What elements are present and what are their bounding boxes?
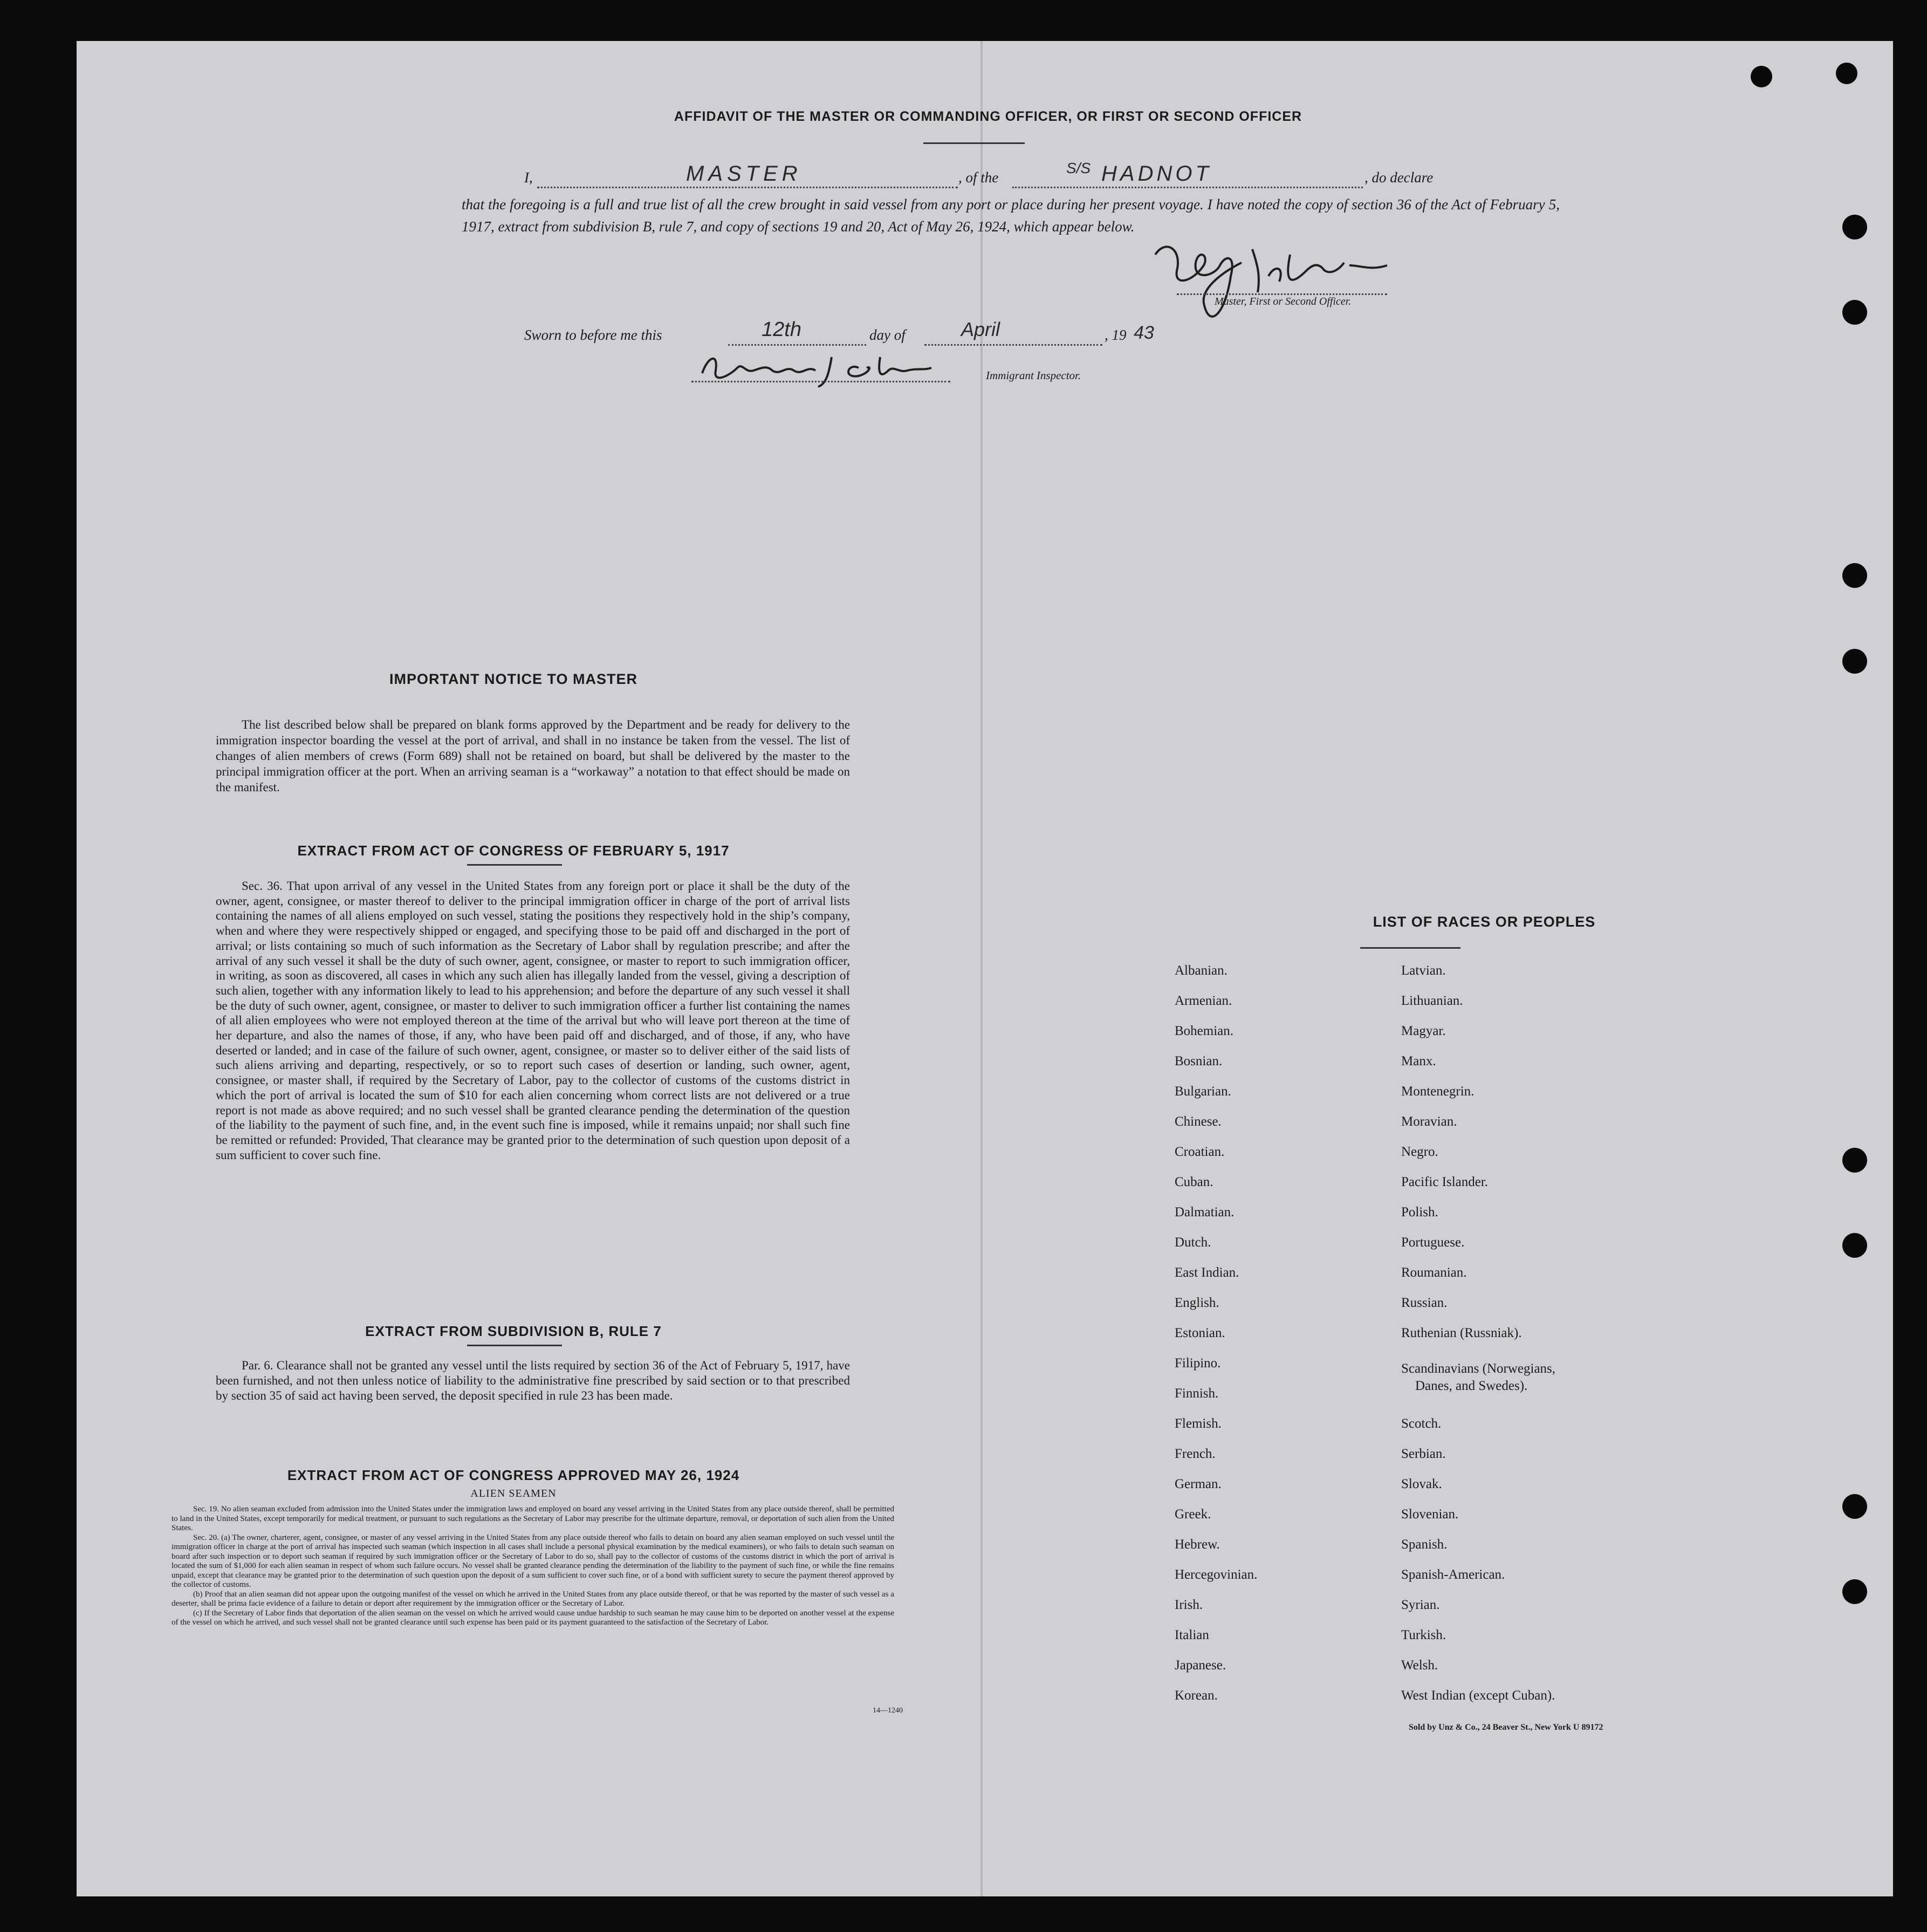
race-item: Magyar. [1401,1024,1446,1038]
race-item: Syrian. [1401,1598,1440,1612]
race-item: Spanish. [1401,1537,1448,1552]
race-item: Greek. [1175,1507,1211,1522]
sec-20b: (b) Proof that an alien seaman did not appear upon the outgoing manifest of the vessel on which he arrived in the United States from any place outside thereof, or that he was reported by the master of such vessel as a deserter, shall be prima facie evidence of a failure to detain or deport after requirement by the immigration officer or the Secretary of Labor. [172,1590,894,1608]
master-signature-line [1177,291,1387,295]
extract-1924-subtitle: ALIEN SEAMEN [470,1488,557,1499]
punch-hole [1842,300,1867,325]
race-item: French. [1175,1447,1216,1461]
race-item: Pacific Islander. [1401,1175,1489,1189]
race-item: Bosnian. [1175,1054,1223,1068]
race-item: Filipino. [1175,1356,1221,1371]
race-item: Turkish. [1401,1628,1446,1642]
race-item: Scotch. [1401,1416,1442,1431]
sworn-year: 43 [1134,323,1154,343]
extract-1917-title: EXTRACT FROM ACT OF CONGRESS OF FEBRUARY 5, 1917 [297,842,730,859]
race-item: Polish. [1401,1205,1438,1220]
inspector-signature-line [691,379,950,382]
race-item: Welsh. [1401,1658,1438,1673]
race-item: Flemish. [1175,1416,1222,1431]
race-item: Scandinavians (Norwegians, [1401,1361,1556,1376]
extract-rule7-body: Par. 6. Clearance shall not be granted any vessel until the lists required by section 36 of the Act of February 5, 1917, have been furnished, and not then unless notice of liability to the administrative fine prescribed by said section or to that prescribed by section 35 of said act having been served, the deposit specified in rule 23 has been made. [216,1359,850,1402]
inspector-signature [686,346,966,389]
races-underline [1360,947,1460,949]
race-item: Chinese. [1175,1114,1222,1129]
race-item: Cuban. [1175,1175,1213,1189]
form-page [77,41,1893,1896]
extract-1917-body: Sec. 36. That upon arrival of any vessel in the United States from any foreign port or place it shall be the duty of the owner, agent, consignee, or master thereof to deliver to the principal immigration officer in charge of the port of arrival lists containing the names of all aliens employed on such vessel, stating the positions they respectively hold in the ship’s company, when and where they were respectively shipped or engaged, and specifying those to be paid off and discharged in the port of arrival; or lists containing so much of such information as the Secretary of Labor shall by regulation prescribe; and after the arrival of any such vessel it shall be the duty of such owner, agent, consignee, or master to report to such immigration officer, in writing, as soon as discovered, all cases in which any such alien has illegally landed from the vessel, giving a description of such alien, together with any information likely to lead to his apprehension; and before the departure of any such vessel it shall be the duty of such owner, agent, consignee, or master to deliver to such immigration officer a further list containing the names of all alien employees who were not employed thereon at the time of the arrival but who will leave port thereon at the time of her departure, and also the names of those, if any, who have been paid off and discharged, and of those, if any, who have deserted or landed; and in case of the failure of such owner, agent, consignee, or master so to deliver either of the said lists of such aliens arriving and departing, respectively, or so to report such cases of desertion or landing, such owner, agent, consignee, or master shall, if required by the Secretary of Labor, pay to the collector of customs of the customs district in which the port of arrival is located the sum of $10 for each alien concerning whom correct lists are not delivered or a true report is not made as above required; and no such vessel shall be granted clearance pending the determination of the question of the liability to the payment of such fine, and, in the event such fine is imposed, while it remains unpaid; nor shall such fine be remitted or refunded: Provided, That clearance may be granted prior to the determination of such question upon deposit of a sum sufficient to cover such fine. [216,879,850,1162]
race-item: Slovak. [1401,1477,1442,1491]
race-item: Finnish. [1175,1386,1219,1401]
inspector-caption: Immigrant Inspector. [986,369,1081,382]
vessel-name: HADNOT [1101,162,1212,186]
race-item: Armenian. [1175,994,1232,1008]
extract-rule7-title: EXTRACT FROM SUBDIVISION B, RULE 7 [365,1323,662,1339]
race-item: Serbian. [1401,1447,1446,1461]
race-item: Negro. [1401,1145,1438,1159]
race-item: Manx. [1401,1054,1436,1068]
punch-hole [1842,215,1867,239]
punch-hole [1836,63,1857,84]
vessel-prefix: S/S [1066,160,1091,176]
form-number: 14—1240 [873,1707,903,1715]
title-underline [923,142,1025,144]
race-item: Danes, and Swedes). [1415,1379,1528,1393]
race-item: Roumanian. [1401,1265,1467,1280]
sec-20c: (c) If the Secretary of Labor finds that deportation of the alien seaman on the vessel on which he arrived would cause undue hardship to such seaman he may cause him to be deported on another vessel at the expense of the vessel on which he arrived, and such vessel shall not be granted clearance until such expense has been paid or its payment guaranteed to the satisfaction of the Secretary of Labor. [172,1608,894,1627]
of-the-label: , of the [958,169,999,186]
extract-1917-underline [467,864,562,866]
sworn-day: 12th [762,318,801,341]
punch-hole [1842,649,1867,674]
race-item: Ruthenian (Russniak). [1401,1326,1522,1340]
race-item: Italian [1175,1628,1209,1642]
punch-hole [1842,563,1867,588]
signature-caption: Master, First or Second Officer. [1215,296,1352,307]
race-item: Dutch. [1175,1235,1211,1250]
declarant-name: MASTER [686,162,802,186]
race-item: English. [1175,1296,1219,1310]
affidavit-title: AFFIDAVIT OF THE MASTER OR COMMANDING OFFICER, OR FIRST OR SECOND OFFICER [674,109,1302,124]
punch-hole [1842,1494,1867,1519]
notice-body: The list described below shall be prepared on blank forms approved by the Department and be ready for delivery to the immigration inspector boarding the vessel at the port of arrival, and shall in no instance be taken from the vessel. The list of changes of alien members of crews (Form 689) shall not be retained on board, but shall be delivered by the master to the principal immigration officer at the port. When an arriving seaman is a “workaway” a notation to that effect should be made on the manifest. [216,718,850,794]
race-item: Albanian. [1175,963,1227,978]
sec-19: Sec. 19. No alien seaman excluded from admission into the United States under the immigration laws and employed on board any vessel arriving in the United States from any place outside thereof, shall be permitted to land in the United States, except temporarily for medical treatment, or pursuant to such regulations as the Secretary of Labor may prescribe for the ultimate departure, removal, or deportation of such alien from the United States. [172,1505,894,1532]
race-item: Bulgarian. [1175,1084,1231,1099]
race-item: Dalmatian. [1175,1205,1235,1220]
race-item: Portuguese. [1401,1235,1465,1250]
race-item: Montenegrin. [1401,1084,1475,1099]
year-prefix: , 19 [1105,327,1127,343]
race-item: Spanish-American. [1401,1567,1505,1582]
sworn-month: April [961,318,1000,340]
race-item: Moravian. [1401,1114,1457,1129]
day-of-label: day of [869,327,906,343]
sworn-line [524,318,1225,348]
race-item: Bohemian. [1175,1024,1234,1038]
race-item: Hercegovinian. [1175,1567,1258,1582]
declaration-line [524,160,1689,191]
race-item: German. [1175,1477,1222,1491]
race-item: West Indian (except Cuban). [1401,1688,1555,1703]
race-item: Slovenian. [1401,1507,1459,1522]
notice-title: IMPORTANT NOTICE TO MASTER [389,671,637,687]
race-item: Hebrew. [1175,1537,1220,1552]
race-item: Russian. [1401,1296,1448,1310]
race-item: Estonian. [1175,1326,1225,1340]
races-title: LIST OF RACES OR PEOPLES [1373,914,1596,930]
punch-hole [1842,1579,1867,1604]
sworn-month-field [924,323,1102,346]
affidavit-body: that the foregoing is a full and true list of all the crew brought in said vessel from any port or place during her present voyage. I have noted the copy of section 36 of the Act of February 5, 1917, extract from subdivision B, rule 7, and copy of sections 19 and 20, Act of May 26, 1924, which appear below. [462,196,1560,235]
race-item: Latvian. [1401,963,1446,978]
race-item: Japanese. [1175,1658,1226,1673]
punch-hole [1842,1233,1867,1258]
race-item: Irish. [1175,1598,1203,1612]
race-item: Croatian. [1175,1145,1225,1159]
race-item: East Indian. [1175,1265,1239,1280]
race-item: Lithuanian. [1401,994,1463,1008]
punch-hole [1751,66,1772,87]
sworn-prefix: Sworn to before me this [524,327,662,343]
printer-note: Sold by Unz & Co., 24 Beaver St., New York U 89172 [1409,1723,1603,1732]
race-item: Korean. [1175,1688,1218,1703]
sec-20a: Sec. 20. (a) The owner, charterer, agent, consignee, or master of any vessel arriving in the United States from any place outside thereof who fails to detain on board any alien seaman employed on such vessel until the immigration officer in charge at the port of arrival has inspected such seaman (which inspection in all cases shall include a personal physical examination by the medical examiners), or who fails to detain such seaman on board after such inspection or to deport such seaman if required by such immigration officer or the Secretary of Labor to do so, shall pay to the collector of customs of the customs district in which the port of arrival is located the sum of $1,000 for each alien seaman in respect of whom such failure occurs. No vessel shall be granted clearance pending the determination of the liability to the payment of such fine, or while the fine remains unpaid, except that clearance may be granted prior to the determination of such question upon the deposit of a sum sufficient to cover such fine, or of a bond with sufficient surety to secure the payment thereof approved by the collector of customs. [172,1533,894,1589]
extract-rule7-underline [467,1345,562,1346]
punch-hole [1842,1148,1867,1173]
declarant-prefix: I, [524,169,533,186]
declare-suffix: , do declare [1364,169,1434,186]
extract-1924-title: EXTRACT FROM ACT OF CONGRESS APPROVED MAY 26, 1924 [287,1467,740,1483]
extract-1924-body [172,1505,894,1628]
